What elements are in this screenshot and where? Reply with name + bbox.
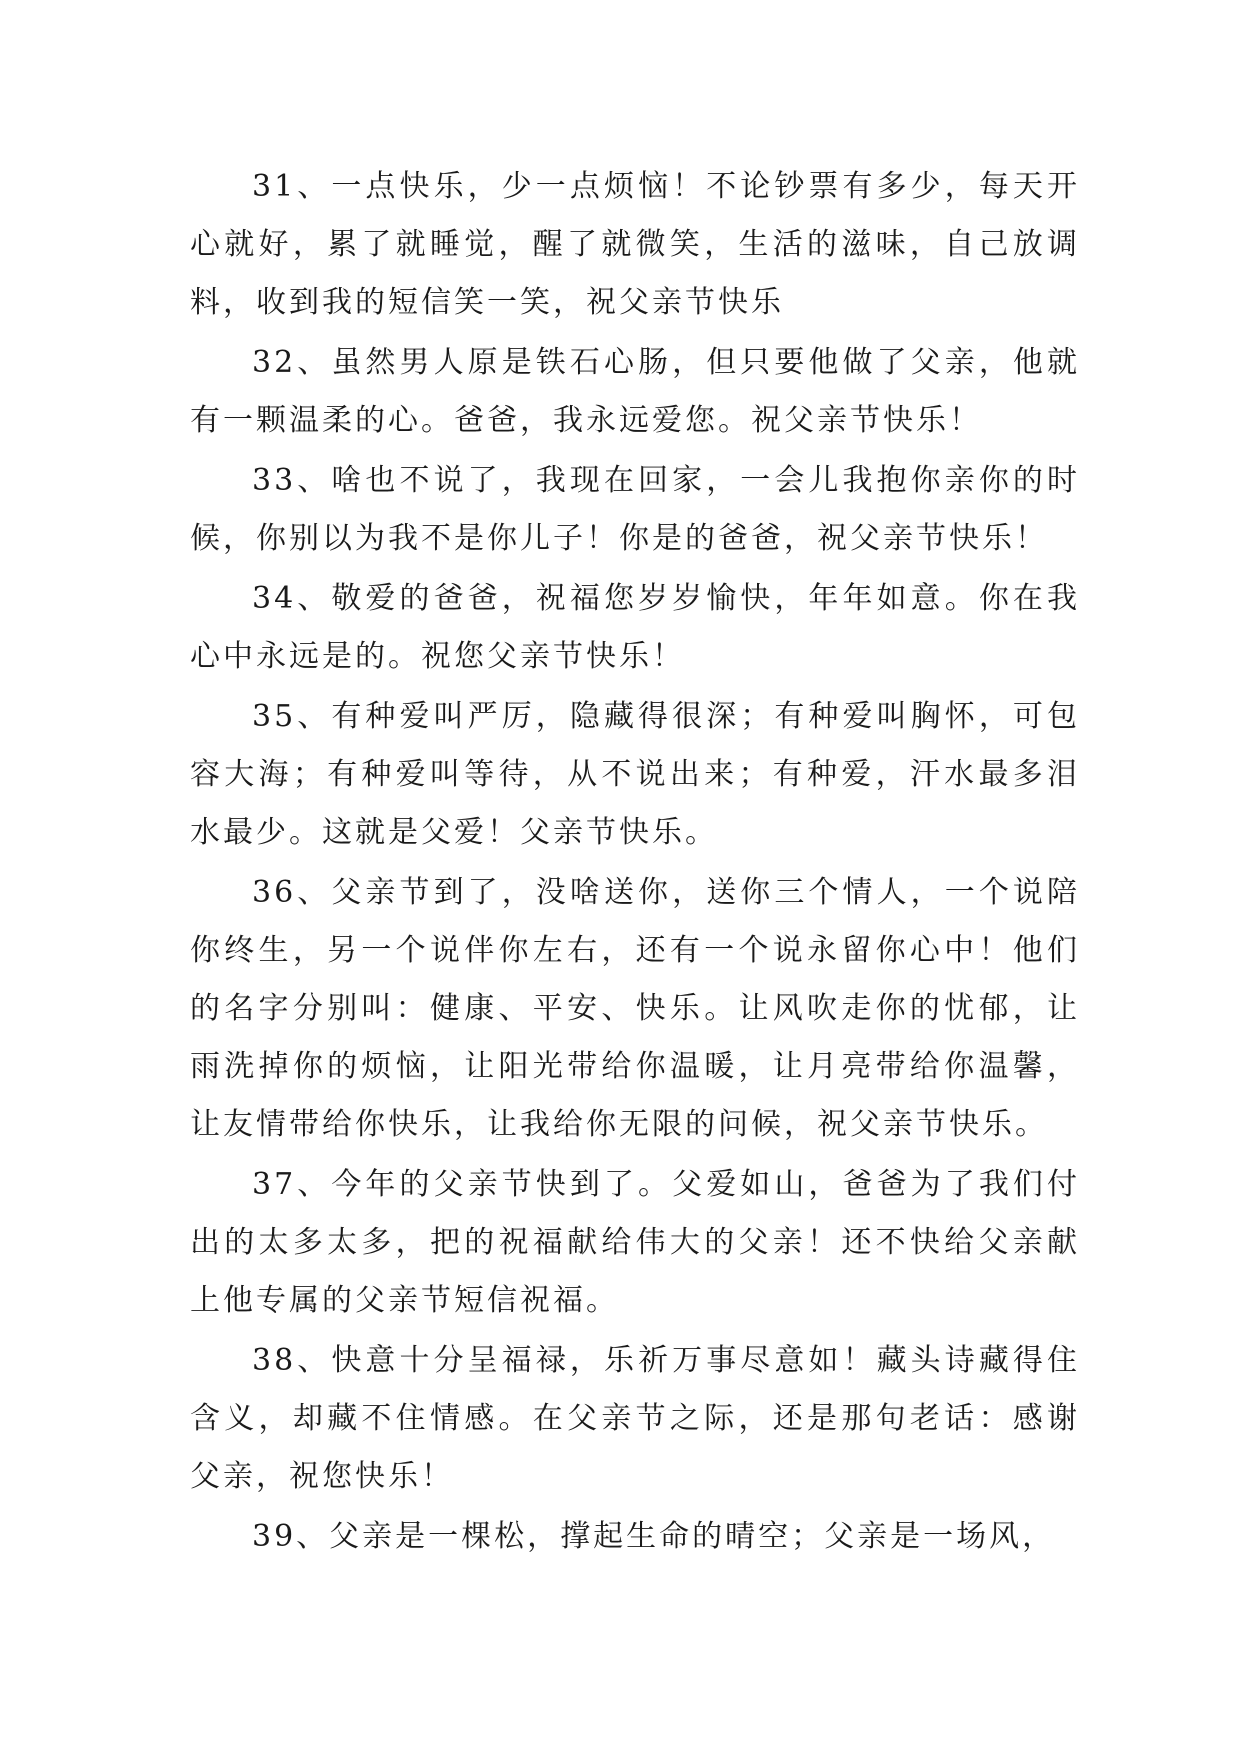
paragraph-32: 32、虽然男人原是铁石心肠，但只要他做了父亲，他就有一颗温柔的心。爸爸，我永远爱您。祝父亲节快乐！ [190, 345, 1080, 438]
paragraph-33: 33、啥也不说了，我现在回家，一会儿我抱你亲你的时候，你别以为我不是你儿子！你是的爸爸，祝父亲节快乐！ [190, 463, 1080, 556]
paragraph-36: 36、父亲节到了，没啥送你，送你三个情人，一个说陪你终生，另一个说伴你左右，还有一个说永留你心中！他们的名字分别叫：健康、平安、快乐。让风吹走你的忧郁，让雨洗掉你的烦恼，让阳光带给你温暖，让月亮带给你温馨，让友情带给你快乐，让我给你无限的问候，祝父亲节快乐。 [190, 875, 1080, 1142]
paragraph-39: 39、父亲是一棵松，撑起生命的晴空；父亲是一场风， [252, 1519, 1056, 1554]
paragraph-35: 35、有种爱叫严厉，隐藏得很深；有种爱叫胸怀，可包容大海；有种爱叫等待，从不说出来；有种爱，汗水最多泪水最少。这就是父爱！父亲节快乐。 [190, 699, 1080, 850]
paragraph-38: 38、快意十分呈福禄，乐祈万事尽意如！藏头诗藏得住含义，却藏不住情感。在父亲节之际，还是那句老话：感谢父亲，祝您快乐！ [190, 1343, 1080, 1494]
paragraph-37: 37、今年的父亲节快到了。父爱如山，爸爸为了我们付出的太多太多，把的祝福献给伟大的父亲！还不快给父亲献上他专属的父亲节短信祝福。 [190, 1167, 1080, 1318]
paragraph-34: 34、敬爱的爸爸，祝福您岁岁愉快，年年如意。你在我心中永远是的。祝您父亲节快乐！ [190, 581, 1080, 674]
document-body [190, 158, 1080, 1568]
paragraph-31: 31、一点快乐，少一点烦恼！不论钞票有多少，每天开心就好，累了就睡觉，醒了就微笑，生活的滋味，自己放调料，收到我的短信笑一笑，祝父亲节快乐 [190, 169, 1080, 320]
